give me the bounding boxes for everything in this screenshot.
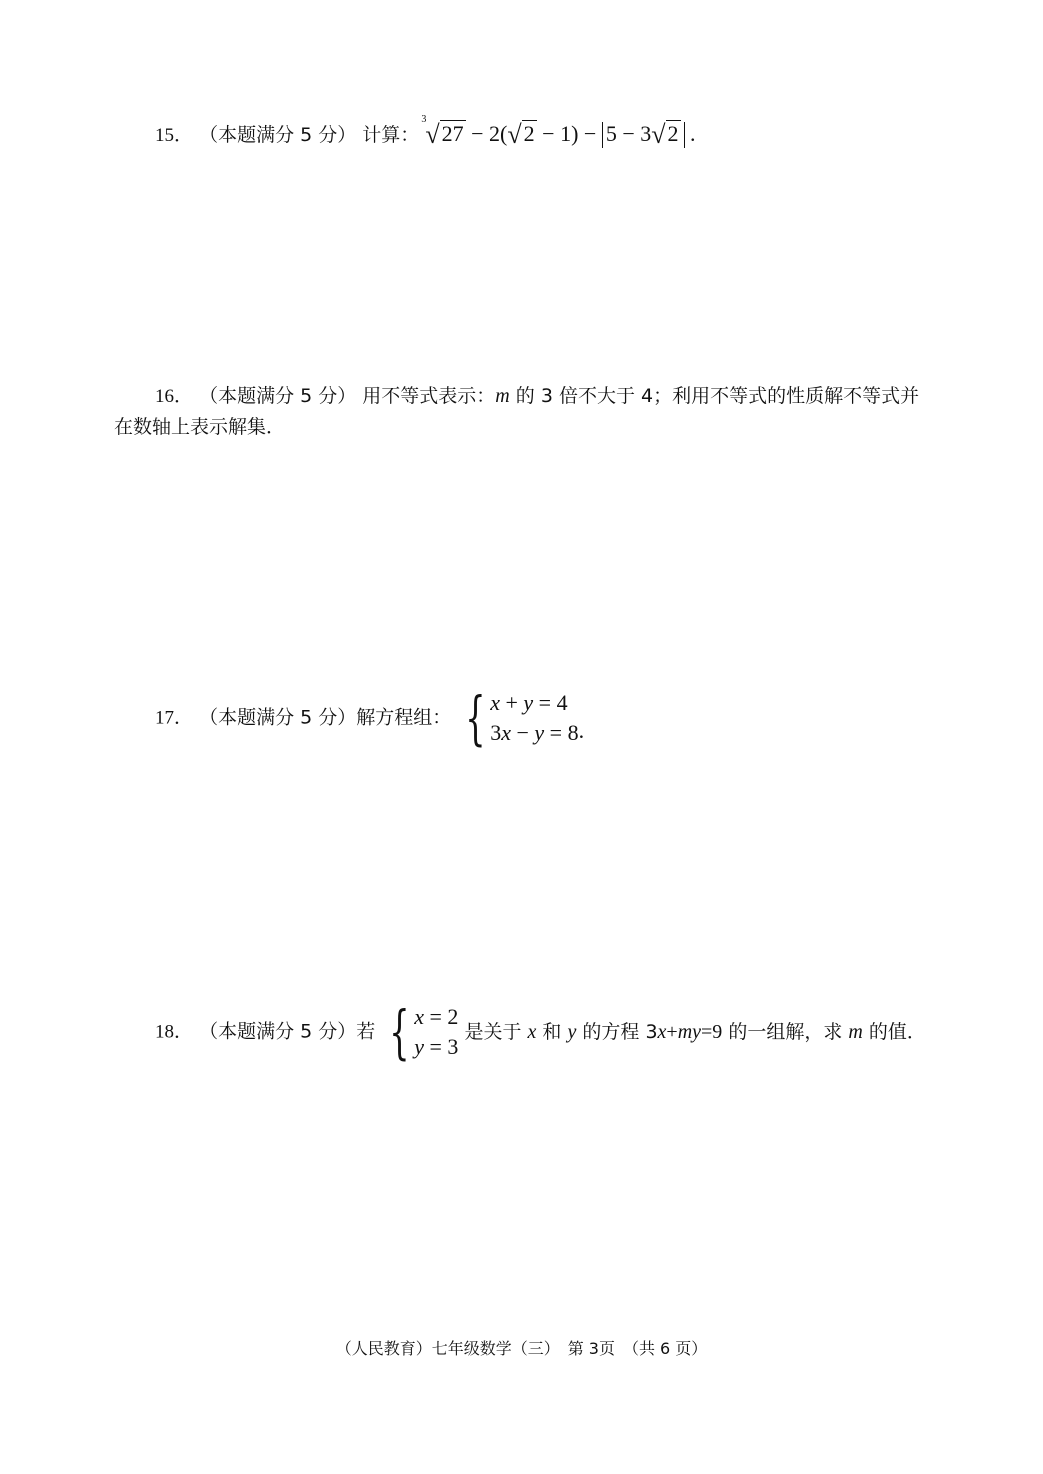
prompt: 解方程组： [356,706,452,729]
prompt: 若 [356,1020,376,1043]
question-16: 16． （本题满分 5 分） 用不等式表示：m 的 3 倍不大于 4；利用不等式的性质解不等式并 [155,385,920,407]
question-number: 17． [155,707,194,729]
solution-system [381,998,459,1066]
equation-2: 3x − y = 8 [490,720,579,745]
square-root: √2 [507,120,535,149]
page-footer: （人民教育）七年级数学（三） 第 3页 （共 6 页） [335,1339,708,1358]
question-18-text: 是关于 x 和 y 的方程 3x+my=9 的一组解，求 m 的值． [464,1021,926,1043]
score-label: （本题满分 5 分） [199,1020,357,1043]
cube-root: 3 √27 [421,114,464,149]
score-label: （本题满分 5 分） [199,124,357,146]
solution-x: x = 2 [414,1004,459,1029]
left-brace: { [465,684,486,752]
prompt: 用不等式表示： [362,385,496,407]
question-number: 18． [155,1021,194,1043]
expression: 3 √27 − 2(√2 − 1) − 5 − 3√2 . [421,114,696,149]
score-label: （本题满分 5 分） [199,706,357,729]
question-number: 16． [155,386,194,407]
score-label: （本题满分 5 分） [199,385,357,407]
question-number: 15． [155,125,194,146]
left-brace: { [389,998,410,1066]
equation-system: { x + y = 4 3x − y = 8 . [465,684,585,752]
question-17 [155,684,585,752]
question-18 [155,998,926,1066]
question-15 [155,114,696,149]
question-16-line-2: 在数轴上表示解集． [114,416,286,438]
var-m: m [495,385,510,407]
absolute-value: 5 − 3√2 [602,122,685,148]
prompt: 计算： [362,124,420,146]
equation-1: x + y = 4 [490,690,568,715]
solution-y: y = 3 [414,1034,459,1059]
